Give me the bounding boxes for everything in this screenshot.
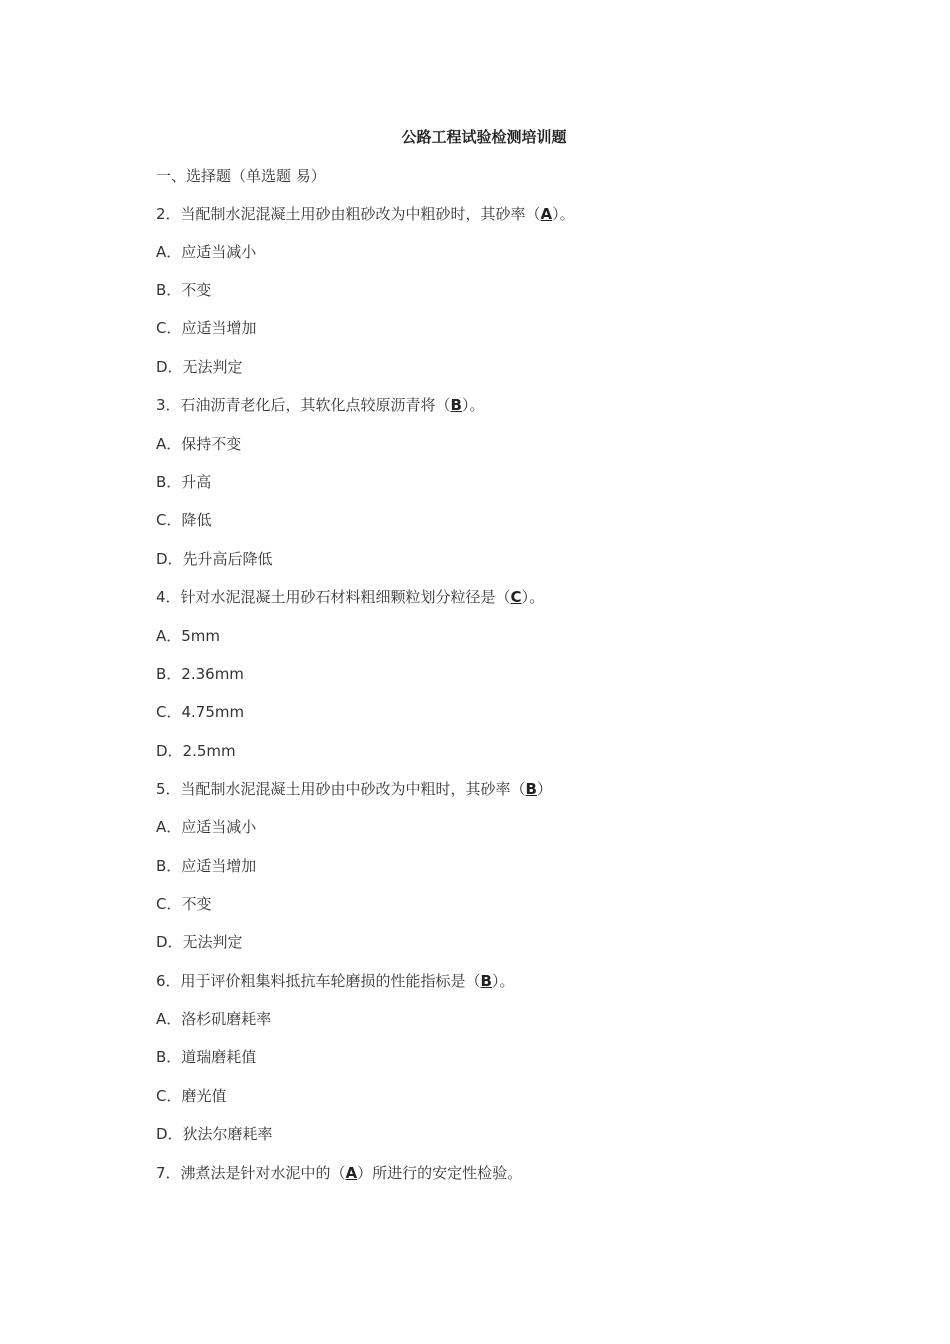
question-suffix: ）。 [521,588,545,606]
question-text: 6．用于评价粗集料抵抗车轮磨损的性能指标是（ [156,972,481,990]
option-b: B．不变 [156,281,212,299]
question-3 [156,395,485,415]
option-c: C．4.75mm [156,703,245,721]
option-c: C．磨光值 [156,1087,227,1105]
answer-mark: C [510,588,522,606]
answer-mark: B [480,972,492,990]
answer-mark: B [450,396,462,414]
question-text: 2．当配制水泥混凝土用砂由粗砂改为中粗砂时，其砂率（ [156,205,541,223]
option-c: C．应适当增加 [156,319,257,337]
option-b: B．升高 [156,473,212,491]
document-title: 公路工程试验检测培训题 [401,128,567,146]
question-text: 7．沸煮法是针对水泥中的（ [156,1164,346,1182]
option-a: A．应适当减小 [156,818,257,836]
option-a: A．保持不变 [156,435,242,453]
question-7 [156,1163,522,1183]
answer-mark: A [345,1164,358,1182]
question-suffix: ）。 [461,396,485,414]
question-2 [156,204,575,224]
question-suffix: ） [536,780,552,798]
question-suffix: ）。 [552,205,575,223]
answer-mark: B [525,780,537,798]
question-suffix: ）。 [491,972,515,990]
question-5 [156,779,552,799]
option-b: B．道瑞磨耗值 [156,1048,257,1066]
question-text: 3．石油沥青老化后，其软化点较原沥青将（ [156,396,451,414]
question-text: 5．当配制水泥混凝土用砂由中砂改为中粗时，其砂率（ [156,780,526,798]
option-b: B．应适当增加 [156,857,257,875]
option-d: D．先升高后降低 [156,550,273,568]
question-text: 4．针对水泥混凝土用砂石材料粗细颗粒划分粒径是（ [156,588,511,606]
question-6 [156,971,515,991]
option-d: D．无法判定 [156,358,243,376]
question-suffix: ）所进行的安定性检验。 [357,1164,523,1182]
question-4 [156,587,544,607]
option-d: D．2.5mm [156,742,236,760]
option-a: A．5mm [156,627,221,645]
option-d: D．狄法尔磨耗率 [156,1125,273,1143]
option-a: A．应适当减小 [156,243,257,261]
option-b: B．2.36mm [156,665,244,683]
answer-mark: A [540,205,553,223]
option-d: D．无法判定 [156,933,243,951]
option-a: A．洛杉矶磨耗率 [156,1010,272,1028]
section-heading: 一、选择题（单选题 易） [156,167,326,185]
option-c: C．不变 [156,895,212,913]
option-c: C．降低 [156,511,212,529]
